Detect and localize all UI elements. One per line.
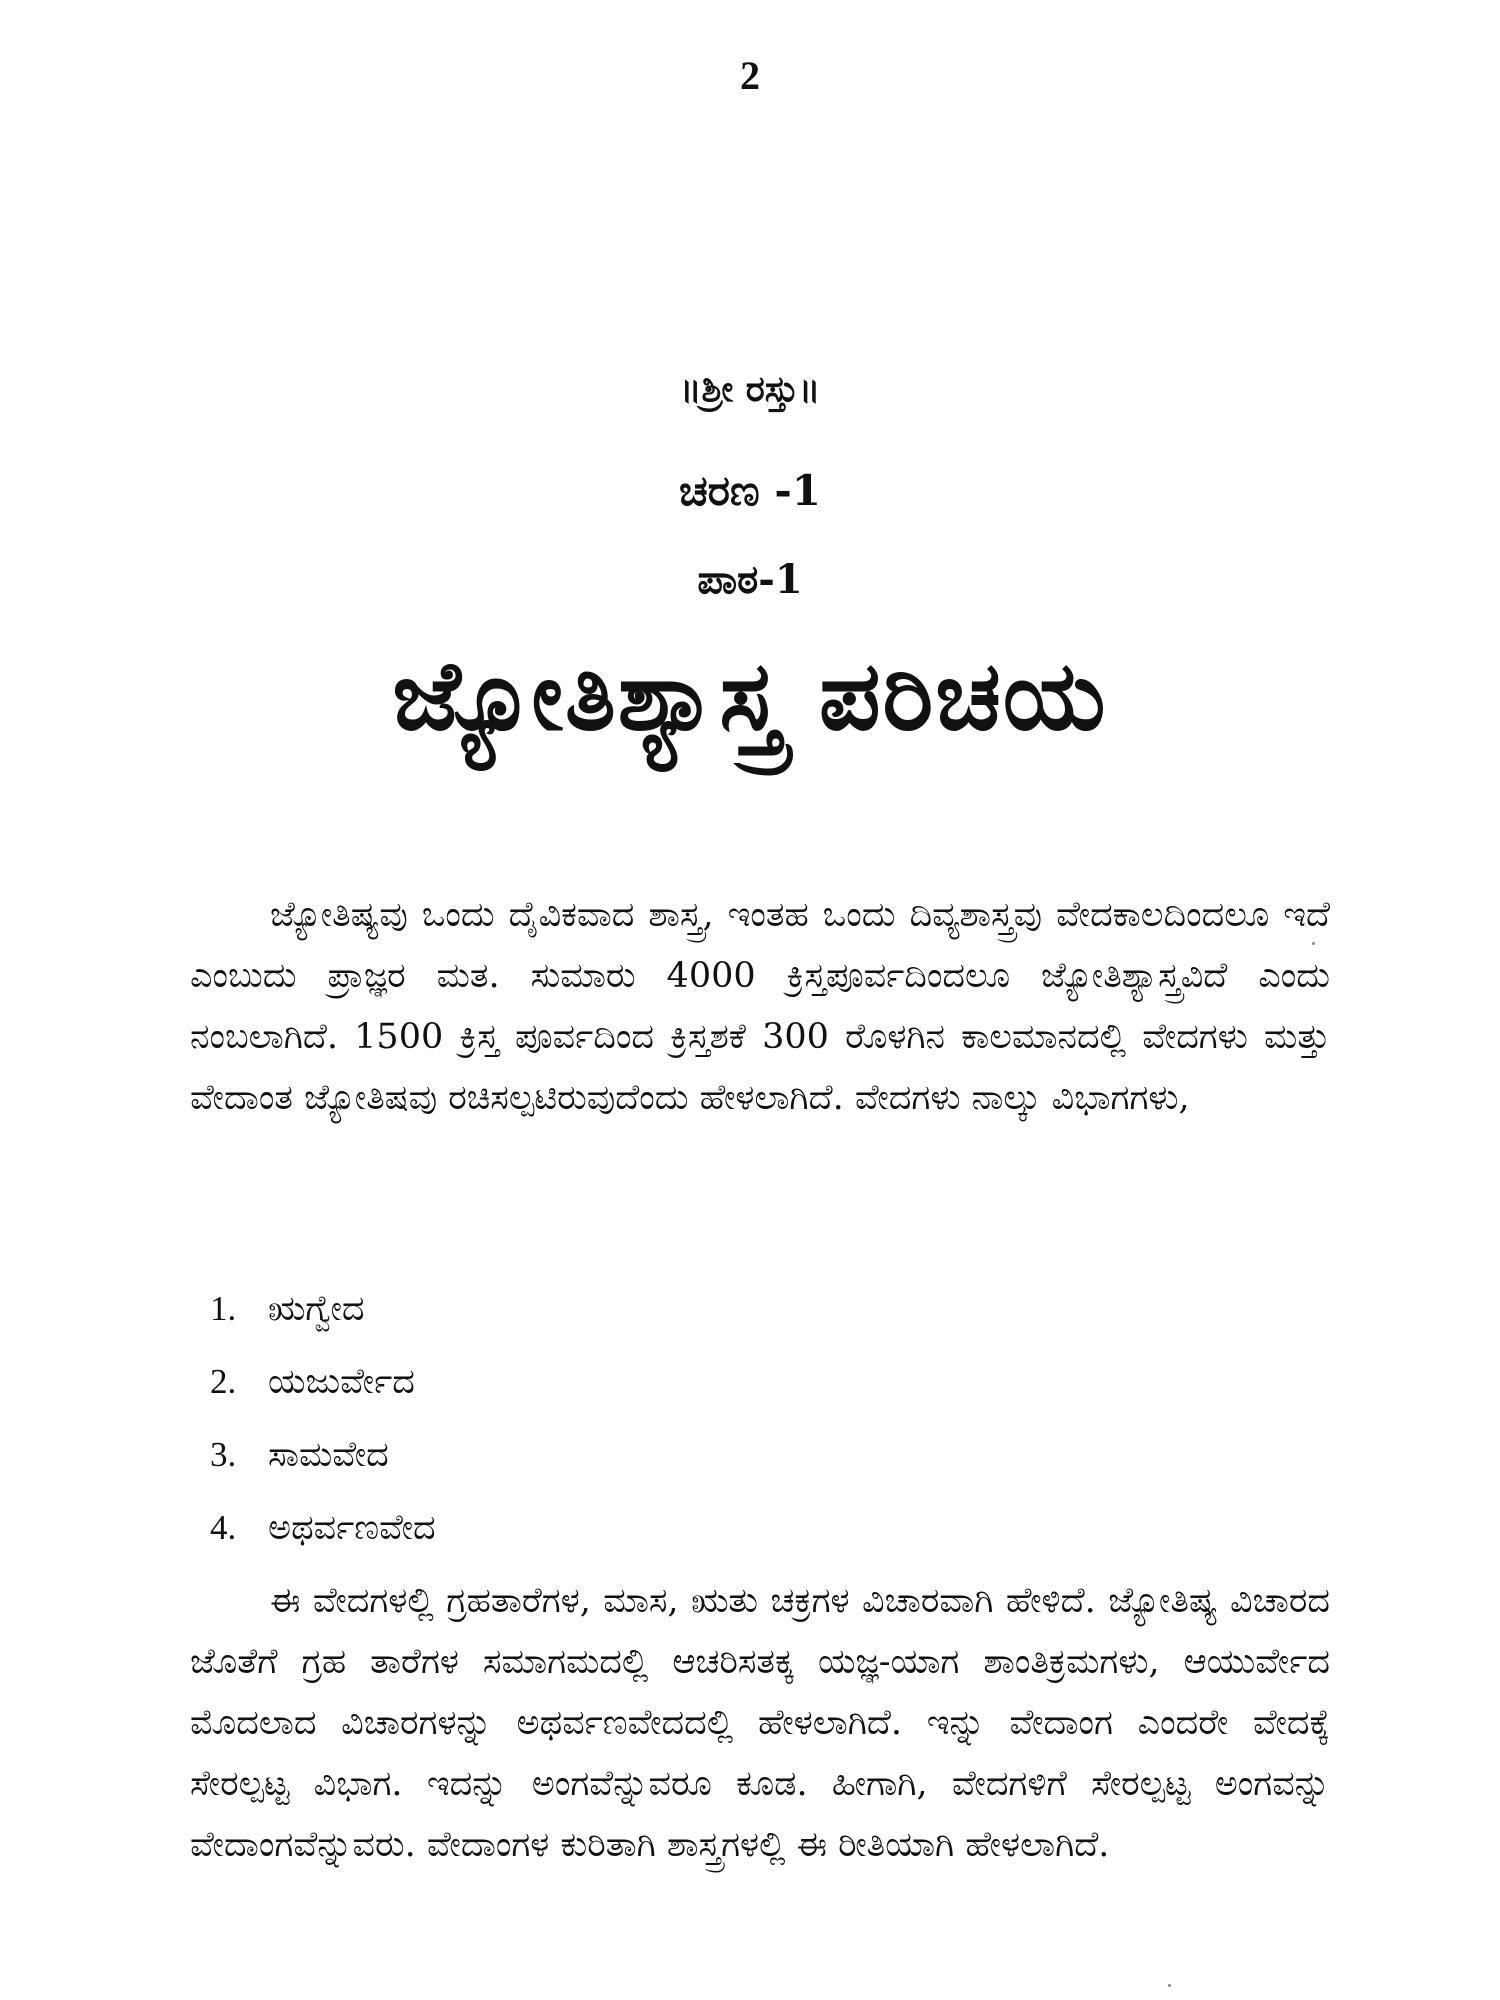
list-item-text: ಯಜುರ್ವೇದ xyxy=(268,1362,415,1402)
chapter-title: ಜ್ಯೋತಿಶ್ಯಾಸ್ತ್ರ ಪರಿಚಯ xyxy=(392,640,1108,752)
list-item xyxy=(210,1491,436,1564)
page-number: 2 xyxy=(740,53,760,98)
scan-speck xyxy=(1168,1984,1171,1987)
vedas-paragraph: ಈ ವೇದಗಳಲ್ಲಿ ಗ್ರಹತಾರೆಗಳ, ಮಾಸ, ಋತು ಚಕ್ರಗಳ ವಿಚಾರವಾಗಿ ಹೇಳಿದೆ. ಜ್ಯೋತಿಷ್ಯ ವಿಚಾರದ ಜೊತೆಗೆ ಗ್ರಹ ತಾರೆಗಳ ಸಮಾಗಮದಲ್ಲಿ ಆಚರಿಸತಕ್ಕ ಯಜ್ಞ-ಯಾಗ ಶಾಂತಿಕ್ರಮಗಳು, ಆಯುರ್ವೇದ ಮೊದಲಾದ ವಿಚಾರಗಳನ್ನು ಅಥರ್ವಣವೇದದಲ್ಲಿ ಹೇಳಲಾಗಿದೆ. ಇನ್ನು ವೇದಾಂಗ ಎಂದರೇ ವೇದಕ್ಕೆ ಸೇರಲ್ಪಟ್ಟ ವಿಭಾಗ. ಇದನ್ನು ಅಂಗವೆನ್ನುವರೂ ಕೂಡ. ಹೀಗಾಗಿ, ವೇದಗಳಿಗೆ ಸೇರಲ್ಪಟ್ಟ ಅಂಗವನ್ನು ವೇದಾಂಗವೆನ್ನುವರು. ವೇದಾಂಗಳ ಕುರಿತಾಗಿ ಶಾಸ್ತ್ರಗಳಲ್ಲಿ ಈ ರೀತಿಯಾಗಿ ಹೇಳಲಾಗಿದೆ. xyxy=(190,1581,1330,1865)
lesson-heading: ಪಾಠ-1 xyxy=(697,556,803,603)
list-item xyxy=(210,1418,436,1491)
scan-speck xyxy=(1312,942,1315,945)
list-item-text: ಋಗ್ವೇದ xyxy=(268,1289,365,1329)
list-item-number: 3. xyxy=(210,1435,237,1474)
list-item-number: 1. xyxy=(210,1289,237,1328)
list-item-text: ಅಥರ್ವಣವೇದ xyxy=(268,1508,436,1548)
list-item-number: 4. xyxy=(210,1508,237,1547)
vedas-list xyxy=(210,1272,436,1564)
list-item-text: ಸಾಮವೇದ xyxy=(268,1435,389,1475)
section-heading: ಚರಣ -1 xyxy=(679,466,821,515)
invocation-line: ॥ಶ್ರೀ ರಸ್ತು॥ xyxy=(679,368,821,410)
list-item xyxy=(210,1272,436,1345)
list-item-number: 2. xyxy=(210,1362,237,1401)
list-item xyxy=(210,1345,436,1418)
intro-paragraph: ಜ್ಯೋತಿಷ್ಯವು ಒಂದು ದೈವಿಕವಾದ ಶಾಸ್ತ್ರ, ಇಂತಹ ಒಂದು ದಿವ್ಯಶಾಸ್ತ್ರವು ವೇದಕಾಲದಿಂದಲೂ ಇದೆ ಎಂಬುದು ಪ್ರಾಜ್ಞರ ಮತ. ಸುಮಾರು 4000 ಕ್ರಿಸ್ತಪೂರ್ವದಿಂದಲೂ ಜ್ಯೋತಿಶ್ಯಾಸ್ತ್ರವಿದೆ ಎಂದು ನಂಬಲಾಗಿದೆ. 1500 ಕ್ರಿಸ್ತ ಪೂರ್ವದಿಂದ ಕ್ರಿಸ್ತಶಕೆ 300 ರೊಳಗಿನ ಕಾಲಮಾನದಲ್ಲಿ ವೇದಗಳು ಮತ್ತು ವೇದಾಂತ ಜ್ಯೋತಿಷವು ರಚಿಸಲ್ಪಟಿರುವುದೆಂದು ಹೇಳಲಾಗಿದೆ. ವೇದಗಳು ನಾಲ್ಕು ವಿಭಾಗಗಳು, xyxy=(190,895,1330,1118)
